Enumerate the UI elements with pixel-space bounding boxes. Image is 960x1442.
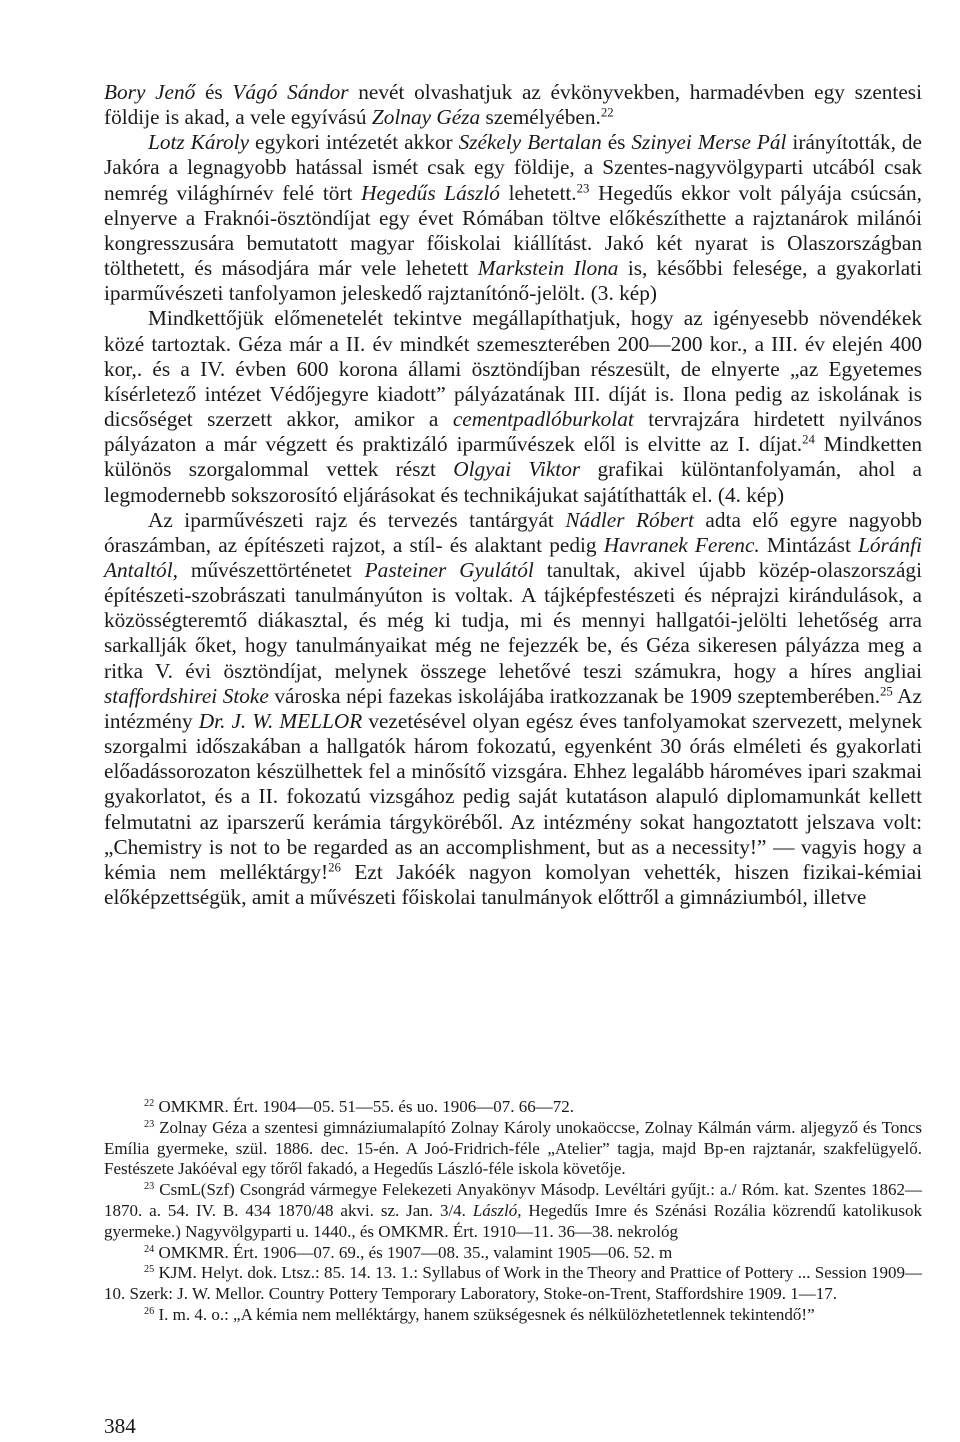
text-run: Mindketten különös szorgalommal vettek részt	[104, 432, 922, 482]
text-run: adta elő egyre nagyobb óraszámban, az építészeti rajzot, a stíl- és alaktant pedig	[104, 507, 922, 557]
italic-name: Havranek Ferenc.	[603, 532, 760, 557]
text-run: Az intézmény	[104, 683, 922, 733]
italic-name: László,	[472, 1200, 522, 1220]
text-run: művészettörténetet	[177, 557, 365, 582]
text-run: személyében.	[480, 105, 601, 130]
text-run: Ezt Jakóék nagyon komolyan vehették, hiszen fizikai-kémiai előképzettségük, amit a művészeti főiskolai tanulmányok előttről a gimnáziumból, illetve	[104, 859, 922, 909]
footnote-reference: 23	[576, 180, 590, 195]
text-run: I. m. 4. o.: „A kémia nem melléktárgy, hanem szükségesnek és nélkülözhetetlennek tekintendő!”	[154, 1304, 815, 1324]
text-run: KJM. Helyt. dok. Ltsz.: 85. 14. 13. 1.: Syllabus of Work in the Theory and Prattice of Pottery ... Session 1909—10. Szerk: J. W. Mellor. Country Pottery Temporary Laboratory, Stoke-on-Trent, Staffordshire 1909. 1—17.	[104, 1263, 922, 1304]
text-run: lehetett.	[499, 180, 577, 205]
italic-name: Bory Jenő	[104, 80, 196, 104]
page-number: 384	[104, 1414, 136, 1438]
text-run: Zolnay Géza a szentesi gimnáziumalapító Zolnay Károly unokaöccse, Zolnay Kálmán várm. aljegyző és Toncs Emília gyermeke, szül. 1886. dec. 15-én. A Joó-Fridrich-féle „Atelier” tagja, majd Bp-en rajztanár, szakfelügyelő. Festészete Jakóéval egy tőről fakadó, a Hegedűs László-féle iskola követője.	[104, 1117, 922, 1179]
italic-name: Lotz Károly	[148, 130, 250, 155]
text-run: Hegedűs ekkor volt pályája csúcsán, elnyerve a Fraknói-ösztöndíjat egy évet Rómában töltve előkészíthette a rajztanárok milánói kongresszusára bemutatott magyar főiskolai kiállítást. Jakó két nyarat is Olaszországban tölthetett, és másodjára már vele lehetett	[104, 180, 922, 281]
body-paragraph	[104, 508, 922, 911]
text-run: Az iparművészeti rajz és tervezés tantárgyát	[148, 507, 566, 532]
text-run: városka népi fazekas iskolájába iratkozzanak be 1909 szeptemberében.	[268, 683, 881, 708]
footnote-reference: 23	[144, 1181, 155, 1193]
footnote-reference: 24	[144, 1243, 155, 1255]
footnote-reference: 25	[880, 684, 893, 699]
footnote	[104, 1118, 922, 1180]
italic-name: Lóránfi Antaltól,	[104, 532, 922, 582]
text-run: is, későbbi felesége, a gyakorlati iparművészeti tanfolyamon jeleskedő rajztanítónő-jelölt. (3. kép)	[104, 256, 922, 306]
footnotes	[104, 1097, 922, 1326]
italic-name: Nádler Róbert	[565, 507, 694, 532]
text-run: OMKMR. Ért. 1906—07. 69., és 1907—08. 35., valamint 1905—06. 52. m	[154, 1242, 673, 1262]
footnote-reference: 23	[144, 1118, 155, 1130]
italic-name: Markstein Ilona	[477, 256, 619, 281]
body-text	[104, 80, 922, 910]
footnote-reference: 22	[144, 1097, 155, 1109]
footnote-reference: 26	[328, 860, 341, 875]
text-run: nevét olvashatjuk az évkönyvekben, harmadévben egy szentesi földije is akad, a vele egyívású	[104, 80, 923, 130]
footnote	[104, 1180, 922, 1242]
italic-name: cementpadlóburkolat	[452, 407, 634, 432]
footnote	[104, 1243, 922, 1264]
footnote-reference: 24	[802, 432, 815, 447]
italic-name: Vágó Sándor	[232, 80, 349, 104]
footnote-reference: 26	[144, 1305, 155, 1317]
footnote-reference: 25	[144, 1264, 155, 1276]
italic-name: Székely Bertalan	[458, 130, 602, 155]
footnote-reference: 22	[600, 105, 614, 120]
text-run: tervrajzára hirdetett nyilvános pályázaton a már végzett és praktizáló iparművészek elől is elvitte az I. díjat.	[104, 407, 922, 457]
italic-name: Hegedűs László	[361, 180, 500, 205]
italic-name: Zolnay Géza	[371, 105, 481, 130]
footnote	[104, 1305, 922, 1326]
body-paragraph	[104, 80, 922, 130]
italic-name: Dr. J. W. MELLOR	[198, 708, 363, 733]
text-run: vezetésével olyan egész éves tanfolyamokat szervezett, melynek szorgalmi időszakában a hallgatók három fokozatú, egyenként 30 órás elméleti és gyakorlati előadássorozaton készülhettek fel a minősítő vizsgára. Ehhez legalább hároméves ipari szakmai gyakorlatot, és a II. fokozatú vizsgához pedig saját kutatáson alapuló diplomamunkát kellett felmutatni az iparszerű kerámia tárgyköréből. Az intézmény sokat hangoztatott jelszava volt: „Chemistry is not to be regarded as an accomplishment, but as a necessity!” — vagyis hogy a kémia nem melléktárgy!	[104, 708, 922, 884]
text-run: Mindkettőjük előmenetelét tekintve megállapíthatjuk, hogy az igényesebb növendékek közé tartoztak. Géza már a II. év mindkét szemeszterében 200—200 kor., a III. év elején 400 kor,. és a IV. évben 600 korona állami ösztöndíjban részesült, de elnyerte „az Egyetemes kísérletező intézet Védőjegyre kiadott” pályázatának III. díját is. Ilona pedig az iskolának is dicsőséget szerzett akkor, amikor a	[104, 306, 922, 432]
italic-name: Szinyei Merse Pál	[631, 130, 787, 155]
text-run: és	[195, 80, 233, 104]
text-run: egykori intézetét akkor	[249, 130, 459, 155]
footnote	[104, 1097, 922, 1118]
footnote	[104, 1263, 922, 1305]
text-run: Hegedűs Imre és Szénási Rozália közrendű katolikusok gyermeke.) Nagyvölgyparti u. 1440., és OMKMR. Ért. 1910—11. 36—38. nekrológ	[104, 1200, 922, 1241]
text-run: CsmL(Szf) Csongrád vármegye Felekezeti Anyakönyv Másodp. Levéltári gyűjt.: a./ Róm. kat. Szentes 1862—1870. a. 54. IV. B. 434 1870/48 akvi. sz. Jan. 3/4.	[104, 1180, 922, 1220]
text-run: és	[601, 130, 632, 155]
italic-name: staffordshirei Stoke	[104, 683, 269, 708]
italic-name: Pasteiner Gyulától	[364, 557, 534, 582]
body-paragraph	[104, 130, 922, 306]
text-run: tanultak, akivel újabb közép-olaszországi építészeti-szobrászati tanulmányúton is voltak. A tájképfestészeti és néprajzi kirándulások, a közösségteremtő diákasztal, és még ki tudja, mi és mennyi hallgatói-jelölti lehetőség arra sarkallják őket, hogy tanulmányaikat még ne fejezzék be, és Géza sikeresen pályázza meg a ritka V. évi ösztöndíjat, melynek összege lehetővé teszi számukra, hogy a híres angliai	[104, 557, 922, 683]
body-paragraph	[104, 306, 922, 507]
text-run: Mintázást	[759, 532, 859, 557]
text-run: grafikai különtanfolyamán, ahol a legmodernebb sokszorosító eljárásokat és technikájukat sajátíthatták el. (4. kép)	[104, 457, 922, 507]
document-page	[104, 80, 923, 1438]
italic-name: Olgyai Viktor	[453, 457, 581, 482]
text-run: OMKMR. Ért. 1904—05. 51—55. és uo. 1906—07. 66—72.	[154, 1097, 574, 1116]
text-run: irányították, de Jakóra a legnagyobb hatással ismét csak egy földije, a Szentes-nagyvölgyparti utcából csak nemrég világhírnév felé tört	[104, 130, 922, 205]
